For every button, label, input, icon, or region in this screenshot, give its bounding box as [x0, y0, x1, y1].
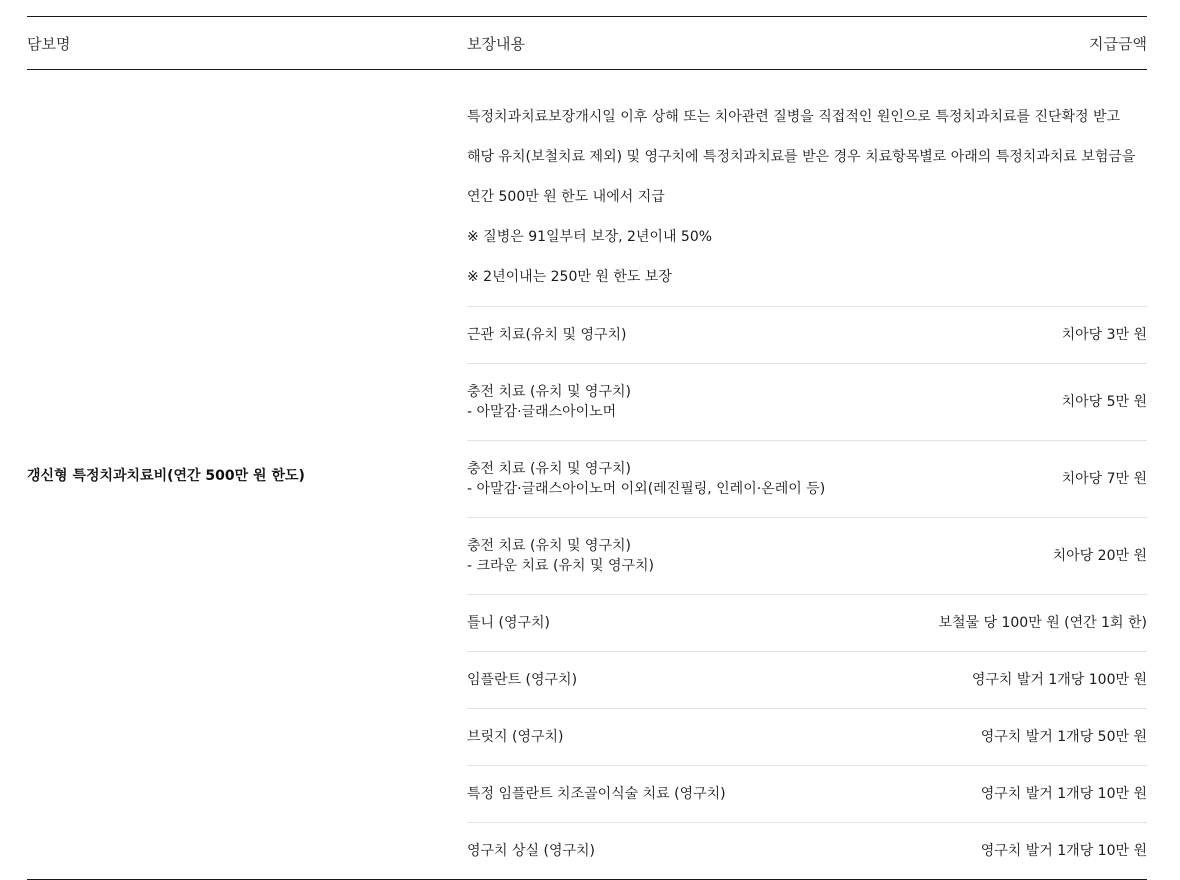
- treatment-content: [467, 459, 847, 499]
- treatment-content: [467, 727, 847, 747]
- treatment-row: [467, 364, 1147, 441]
- treatment-subtitle: - 아말감·글래스아이노머: [467, 404, 617, 420]
- coverage-details: [467, 70, 1147, 879]
- treatment-title: 충전 치료 (유치 및 영구치): [467, 384, 631, 400]
- coverage-description: [467, 70, 1147, 307]
- treatment-subtitle: - 크라운 치료 (유치 및 영구치): [467, 558, 654, 574]
- treatment-amount: 치아당 3만 원: [1061, 327, 1147, 343]
- treatment-title: 임플란트 (영구치): [467, 672, 578, 688]
- treatment-content: [467, 536, 847, 576]
- treatment-content: [467, 613, 847, 633]
- header-coverage-content: 보장내용: [467, 34, 525, 53]
- treatment-title: 특정 임플란트 치조골이식술 치료 (영구치): [467, 786, 726, 802]
- treatment-amount: 치아당 7만 원: [1061, 471, 1147, 487]
- description-line: 연간 500만 원 한도 내에서 지급: [467, 189, 665, 205]
- treatment-row: [467, 441, 1147, 518]
- treatment-row: [467, 595, 1147, 652]
- treatment-amount: 보철물 당 100만 원 (연간 1회 한): [938, 615, 1147, 631]
- treatment-title: 충전 치료 (유치 및 영구치): [467, 538, 631, 554]
- treatment-amount: 치아당 5만 원: [1061, 394, 1147, 410]
- treatment-amount: 영구치 발거 1개당 10만 원: [980, 843, 1147, 859]
- treatment-row: [467, 652, 1147, 709]
- treatment-amount: 영구치 발거 1개당 10만 원: [980, 786, 1147, 802]
- coverage-row: [27, 70, 1147, 879]
- treatment-title: 영구치 상실 (영구치): [467, 843, 596, 859]
- table-header: [27, 17, 1147, 70]
- coverage-table: [27, 16, 1147, 880]
- description-note: ※ 질병은 91일부터 보장, 2년이내 50%: [467, 229, 713, 245]
- treatment-content: [467, 841, 847, 861]
- header-coverage-name: 담보명: [27, 34, 71, 53]
- description-note: ※ 2년이내는 250만 원 한도 보장: [467, 269, 672, 285]
- treatment-title: 충전 치료 (유치 및 영구치): [467, 461, 631, 477]
- treatment-row: [467, 823, 1147, 879]
- treatment-title: 근관 치료(유치 및 영구치): [467, 327, 627, 343]
- treatment-row: [467, 518, 1147, 595]
- treatment-content: [467, 784, 847, 804]
- treatment-content: [467, 325, 847, 345]
- treatment-row: [467, 709, 1147, 766]
- treatment-amount: 치아당 20만 원: [1052, 548, 1147, 564]
- treatment-row: [467, 766, 1147, 823]
- treatment-amount: 영구치 발거 1개당 100만 원: [971, 672, 1147, 688]
- description-line: 해당 유치(보철치료 제외) 및 영구치에 특정치과치료를 받은 경우 치료항목별로 아래의 특정치과치료 보험금을: [467, 149, 1136, 165]
- treatment-row: [467, 307, 1147, 364]
- treatment-content: [467, 670, 847, 690]
- treatment-title: 브릿지 (영구치): [467, 729, 564, 745]
- header-payment-amount: 지급금액: [1089, 34, 1147, 53]
- treatment-title: 틀니 (영구치): [467, 615, 550, 631]
- description-line: 특정치과치료보장개시일 이후 상해 또는 치아관련 질병을 직접적인 원인으로 특정치과치료를 진단확정 받고: [467, 109, 1121, 125]
- treatment-content: [467, 382, 847, 422]
- treatment-subtitle: - 아말감·글래스아이노머 이외(레진필링, 인레이·온레이 등): [467, 481, 826, 497]
- coverage-name: 갱신형 특정치과치료비(연간 500만 원 한도): [27, 467, 305, 484]
- treatment-amount: 영구치 발거 1개당 50만 원: [980, 729, 1147, 745]
